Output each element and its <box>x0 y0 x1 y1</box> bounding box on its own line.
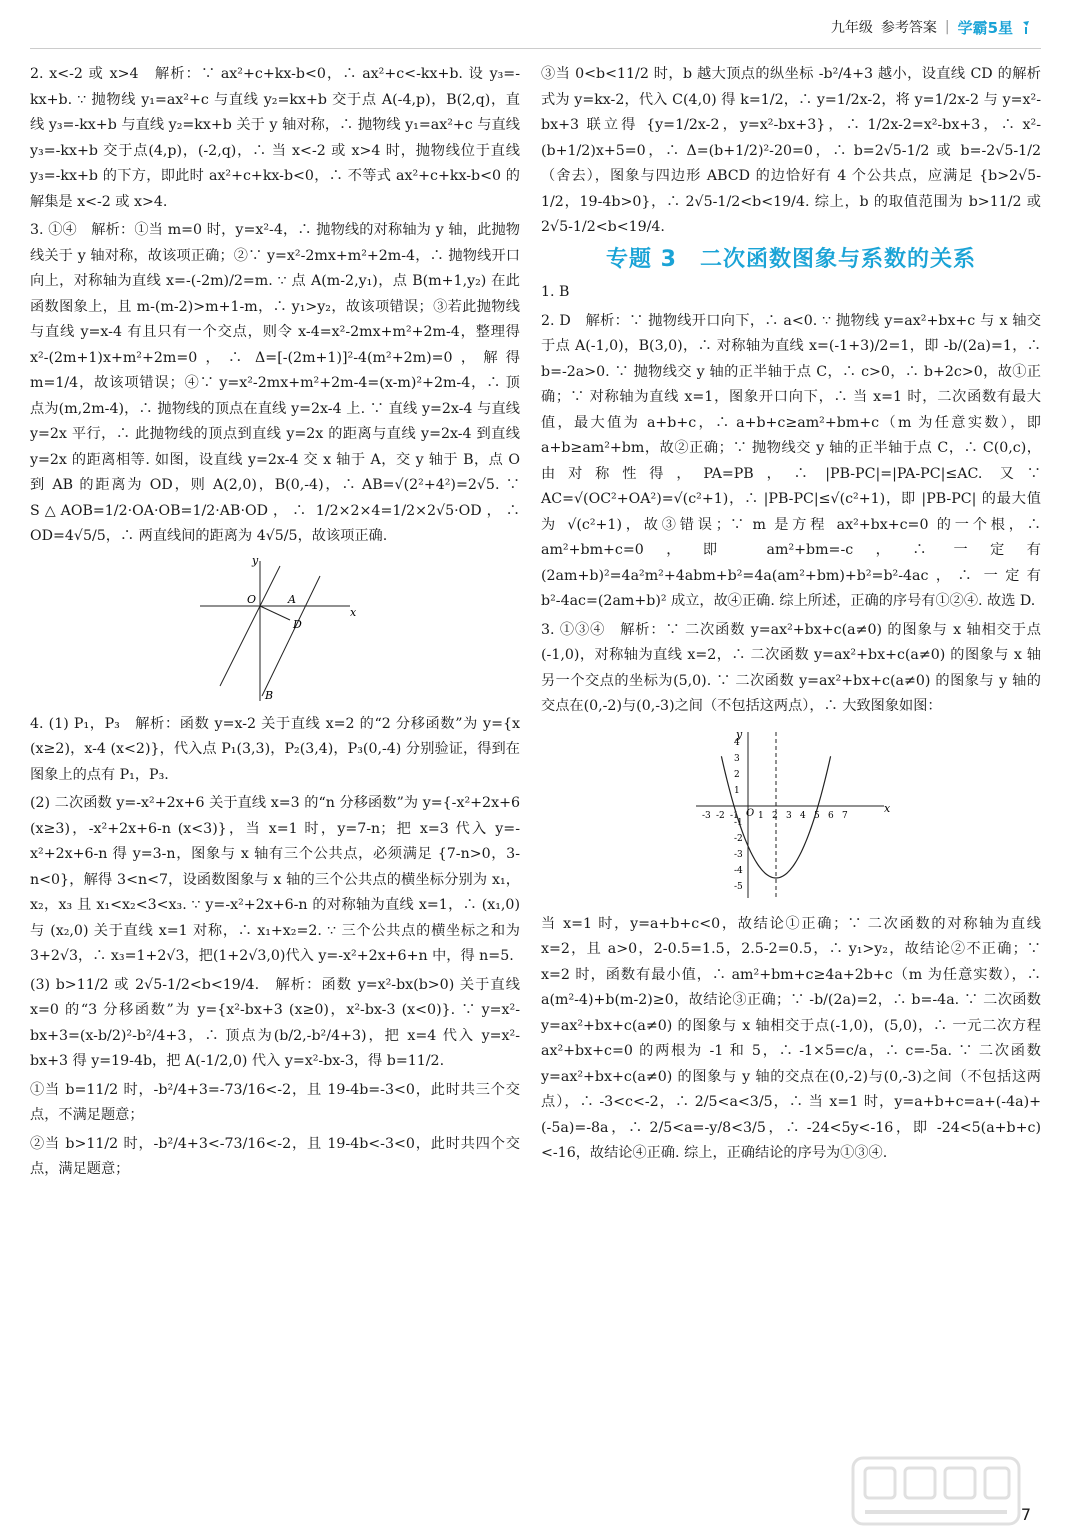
figure1-label-a: A <box>288 592 296 606</box>
figure2-y-tick-label: 3 <box>734 753 740 764</box>
answer-2: 2. x<-2 或 x>4 解析：∵ ax²+c+kx-b<0，∴ ax²+c<-kx+b. 设 y₃=-kx+b. ∵ 抛物线 y₁=ax²+c 与直线 y₂=kx+b 交于点 A(-4,p)，B(2,q)，直线 y₃=-kx+b 与直线 y₂=kx+b 关于 y 轴对称，∴ 抛物线 y₁=ax²+c 与直线 y₃=-kx+b 交于点(4,p)，(-2,q)，∴ 当 x<-2 或 x>4 时，抛物线位于直线 y₃=-kx+b 的下方，即此时 ax²+c+kx-b<0，∴ 不等式 ax²+c+kx-b<0 的解集是 x<-2 或 x>4. <box>30 66 520 210</box>
figure1-segment-od <box>260 606 290 620</box>
figure2-x-tick-label: 2 <box>772 810 778 821</box>
page-header <box>831 10 1031 44</box>
figure2-x-tick-label: 5 <box>814 810 820 821</box>
figure2-y-tick-label: 2 <box>734 769 740 780</box>
answer-4-case-2: ②当 b>11/2 时，-b²/4+3<-73/16<-2，且 19-4b<-3<0，此时共四个交点，满足题意； <box>30 1135 520 1177</box>
figure2-axes <box>696 732 884 898</box>
figure2-x-tick-label: 3 <box>786 810 792 821</box>
grade-label: 九年级 <box>830 20 873 36</box>
figure2-x-tick-label: -1 <box>730 810 739 821</box>
left-column <box>30 62 520 1186</box>
figure2-label-o: O <box>746 807 755 819</box>
page-number: 7 <box>1020 1505 1031 1524</box>
answer-3: 3. ①④ 解析：①当 m=0 时，y=x²-4，∴ 抛物线的对称轴为 y 轴，此抛物线关于 y 轴对称，故该项正确；②∵ y=x²-2mx+m²+2m-4，∴ 抛物线开口向上，对称轴为直线 x=-(-2m)/2=m. ∵ 点 A(m-2,y₁)，点 B(m+1,y₂) 在此函数图象上，且 m-(m-2)>m+1-m，∴ y₁>y₂，故该项错误；③若此抛物线与直线 y=x-4 有且只有一个交点，则令 x-4=x²-2mx+m²+2m-4，整理得 x²-(2m+1)x+m²+2m=0，∴ Δ=[-(2m+1)]²-4(m²+2m)=0，解得 m=1/4，故该项错误；④∵ y=x²-2mx+m²+2m-4=(x-m)²+2m-4，∴ 顶点为(m,2m-4)，∴ 抛物线的顶点在直线 y=2x-4 上. ∵ 直线 y=2x-4 与直线 y=2x 平行，∴ 此抛物线的顶点到直线 y=2x 的距离与直线 y=2x-4 到直线 y=2x 的距离相等. 如图，设直线 y=2x-4 交 x 轴于 A，交 y 轴于 B，点 O 到 AB 的距离为 OD，则 A(2,0)，B(0,-4)，∴ AB=√(2²+4²)=2√5. ∵ S△AOB=1/2·OA·OB=1/2·AB·OD，∴ 1/2×2×4=1/2×2√5·OD，∴ OD=4√5/5，∴ 两直线间的距离为 4√5/5，故该项正确. <box>30 222 520 544</box>
header-separator: | <box>944 19 950 35</box>
header-rule <box>30 48 1041 49</box>
figure1-label-x: x <box>350 605 357 619</box>
topic3-answer-1: 1. B <box>541 284 570 300</box>
figure1-label-b: B <box>265 688 274 702</box>
figure2-label-y: y <box>736 727 743 741</box>
figure1-label-y: y <box>252 555 259 567</box>
figure2-x-tick-label: -2 <box>716 810 725 821</box>
figure1-line-y2x <box>220 566 280 686</box>
brand-logo: 学霸5星 <box>957 18 1013 37</box>
answer-4-part-1: 4. (1) P₁，P₃ 解析：函数 y=x-2 关于直线 x=2 的“2 分移函数”为 y={x (x≥2)，x-4 (x<2)}，代入点 P₁(3,3)，P₂(3,4)，P₃(0,-4) 分别验证，得到在图象上的点有 P₁，P₃. <box>30 715 520 783</box>
figure2-x-tick-label: 4 <box>800 810 806 821</box>
right-column <box>541 62 1041 1170</box>
brand-mark-icon <box>1021 20 1031 34</box>
figure2-y-tick-label: -4 <box>734 865 743 876</box>
figure1-label-o: O <box>247 592 257 606</box>
topic3-answer-3: 3. ①③④ 解析：∵ 二次函数 y=ax²+bx+c(a≠0) 的图象与 x 轴相交于点(-1,0)，对称轴为直线 x=2，∴ 二次函数 y=ax²+bx+c(a≠0) 的图象与 x 轴另一个交点的坐标为(5,0). ∵ 二次函数 y=ax²+bx+c(a≠0) 的图象与 y 轴的交点在(0,-2)与(0,-3)之间（不包括这两点），∴ 大致图象如图： <box>541 621 1041 714</box>
figure2-y-tick-label: 1 <box>734 785 740 796</box>
figure2-y-tick-label: 4 <box>734 737 740 748</box>
section-title: 专题 3 二次函数图象与系数的关系 <box>606 246 976 272</box>
figure2-y-tick-label: -3 <box>734 849 743 860</box>
figure-lines-diagram <box>190 556 360 706</box>
figure2-y-tick-label: -2 <box>734 833 743 844</box>
topic3-answer-2: 2. D 解析：∵ 抛物线开口向下，∴ a<0. ∵ 抛物线 y=ax²+bx+c 与 x 轴交于点 A(-1,0)，B(3,0)，∴ 对称轴为直线 x=(-1+3)/2=1，即 -b/(2a)=1，∴ b=-2a>0. ∵ 抛物线交 y 轴的正半轴于点 C，∴ c>0，∴ b+2c>0，故①正确；∵ 对称轴为直线 x=1，图象开口向下，∴ 当 x=1 时，二次函数有最大值，最大值为 a+b+c，∴ a+b+c≥am²+bm+c（m 为任意实数），即 a+b≥am²+bm，故②正确；∵ 抛物线交 y 轴的正半轴于点 C，∴ C(0,c)，由对称性得，PA=PB，∴ |PB-PC|=|PA-PC|≤AC. 又∵ AC=√(OC²+OA²)=√(c²+1)，∴ |PB-PC|≤√(c²+1)，即 |PB-PC| 的最大值为 √(c²+1)，故③错误；∵ m 是方程 ax²+bx+c=0 的一个根，∴ am²+bm+c=0，即 am²+bm=-c，∴ 一定有 (2am+b)²=4a²m²+4abm+b²=4a(am²+bm)+b²=b²-4ac，∴ 一定有 b²-4ac=(2am+b)² 成立，故④正确. 综上所述，正确的序号有①②④. 故选 D. <box>541 312 1041 609</box>
figure2-x-tick-label: 6 <box>828 810 834 821</box>
watermark-logo <box>851 1456 1021 1526</box>
answer-4-case-1: ①当 b=11/2 时，-b²/4+3=-73/16<-2，且 19-4b=-3<0，此时共三个交点，不满足题意； <box>30 1081 520 1123</box>
answer-4-case-3: ③当 0<b<11/2 时，b 越大顶点的纵坐标 -b²/4+3 越小，设直线 CD 的解析式为 y=kx-2，代入 C(4,0) 得 k=1/2，∴ y=1/2x-2，将 y=1/2x-2 与 y=x²-bx+3 联立得 {y=1/2x-2，y=x²-bx+3}，∴ 1/2x-2=x²-bx+3，∴ x²-(b+1/2)x+5=0，∴ Δ=(b+1/2)²-20=0，∴ b=2√5-1/2 或 b=-2√5-1/2（舍去），图象与四边形 ABCD 的边恰好有 4 个公共点，应满足 {b>2√5-1/2，19-4b>0}，∴ 2√5-1/2<b<19/4. 综上，b 的取值范围为 b>11/2 或 2√5-1/2<b<19/4. <box>541 66 1041 235</box>
figure2-x-tick-label: -3 <box>702 810 711 821</box>
section-label: 参考答案 <box>880 20 937 36</box>
figure2-x-tick-label: 7 <box>842 810 848 821</box>
answer-4-part-2: (2) 二次函数 y=-x²+2x+6 关于直线 x=3 的“n 分移函数”为 y={-x²+2x+6 (x≥3)，-x²+2x+6-n (x<3)}，当 x=1 时，y=7-n；把 x=3 代入 y=-x²+2x+6-n 得 y=3-n，图象与 x 轴有三个公共点，必须满足 {7-n>0，3-n<0}，解得 3<n<7，设函数图象与 x 轴的三个公共点的横坐标分别为 x₁，x₂，x₃ 且 x₁<x₂<3<x₃. ∵ y=-x²+2x+6-n 的对称轴为直线 x=1，∴ (x₁,0) 与 (x₂,0) 关于直线 x=1 对称，∴ x₁+x₂=2. ∵ 三个公共点的横坐标之和为 3+2√3，∴ x₃=1+2√3，把(1+2√3,0)代入 y=-x²+2x+6+n 中，得 n=5. <box>30 795 520 964</box>
topic3-answer-3-continued: 当 x=1 时，y=a+b+c<0，故结论①正确；∵ 二次函数的对称轴为直线 x=2，且 a>0，2-0.5=1.5，2.5-2=0.5，∴ y₁>y₂，故结论②不正确；∵ x=2 时，函数有最小值，∴ am²+bm+c≥4a+2b+c（m 为任意实数），∴ a(m²-4)+b(m-2)≥0，故结论③正确；∵ -b/(2a)=2，∴ b=-4a. ∵ 二次函数 y=ax²+bx+c(a≠0) 的图象与 x 轴相交于点(-1,0)，(5,0)，∴ 一元二次方程 ax²+bx+c=0 的两根为 -1 和 5，∴ -1×5=c/a，∴ c=-5a. ∵ 二次函数 y=ax²+bx+c(a≠0) 的图象与 y 轴的交点在(0,-2)与(0,-3)之间（不包括这两点），∴ -3<c<-2，∴ 2/5<a<3/5，∴ 当 x=1 时，y=a+b+c=a+(-4a)+(-5a)=-8a，∴ 2/5<a=-y/8<3/5，∴ -24<5y<-16，即 -24<5(a+b+c)<-16，故结论④正确. 综上，正确结论的序号为①③④. <box>541 915 1041 1161</box>
figure2-y-tick-label: -5 <box>734 881 743 892</box>
figure2-label-x: x <box>884 801 891 815</box>
figure-parabola-graph <box>686 726 896 906</box>
figure1-label-d: D <box>293 617 302 631</box>
answer-4-part-3: (3) b>11/2 或 2√5-1/2<b<19/4. 解析：函数 y=x²-bx(b>0) 关于直线 x=0 的“3 分移函数”为 y={x²-bx+3 (x≥0)，x²-bx-3 (x<0)}. ∵ y=x²-bx+3=(x-b/2)²-b²/4+3，∴ 顶点为(b/2,-b²/4+3)，把 x=4 代入 y=x²-bx+3 得 y=19-4b，把 A(-1/2,0) 代入 y=x²-bx-3，得 b=11/2. <box>30 976 520 1069</box>
figure2-y-tick-label: -1 <box>734 817 743 828</box>
figure2-x-tick-label: 1 <box>758 810 764 821</box>
